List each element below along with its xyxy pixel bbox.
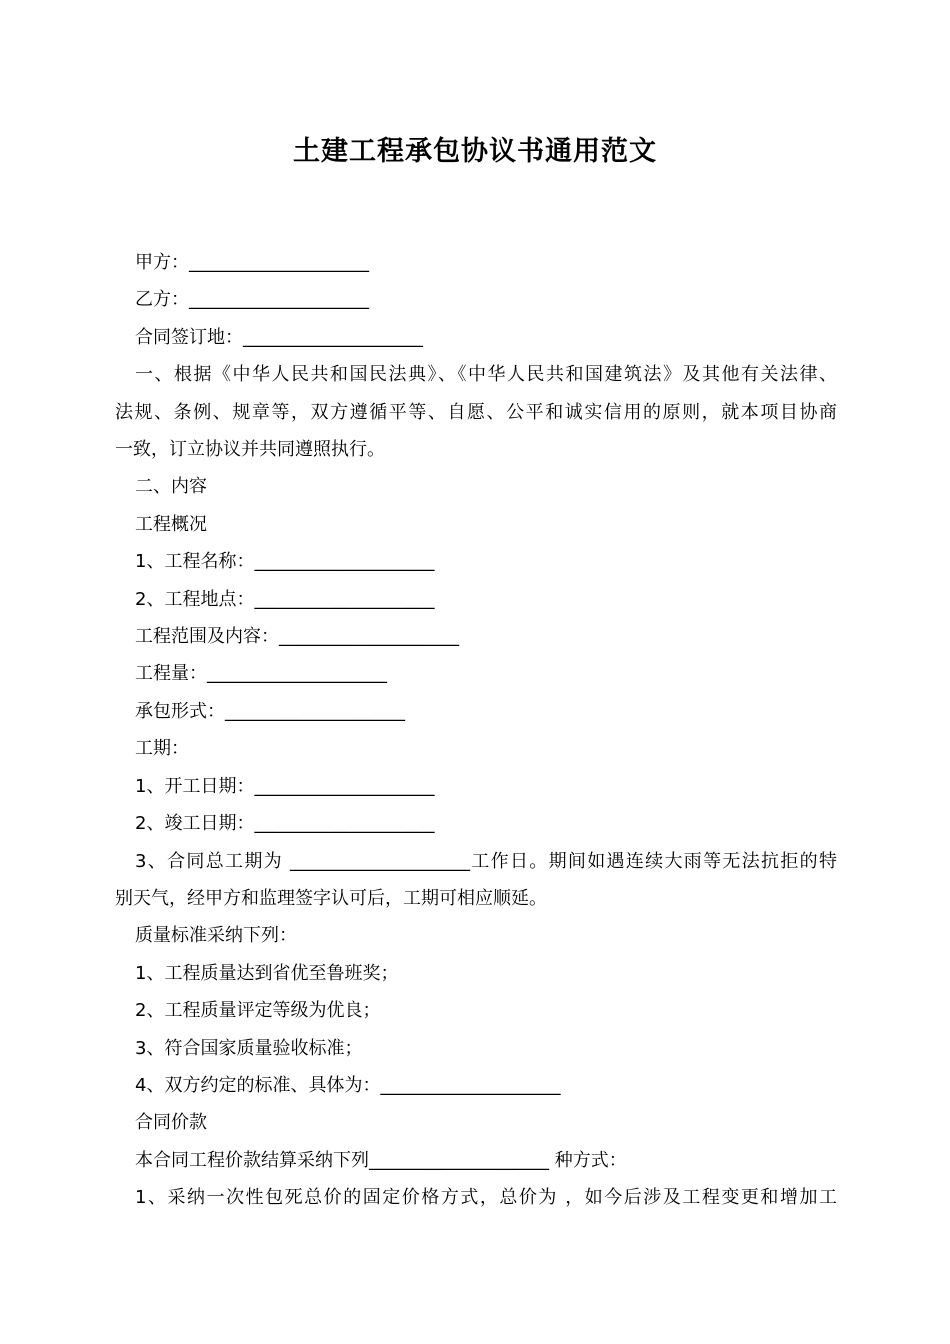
end-date-label: 2、竣工日期： [135,813,255,835]
project-name-label: 1、工程名称： [135,551,255,573]
contract-form-label: 承包形式： [135,700,225,722]
total-duration-blank: ____________________ [290,850,471,872]
document-body [115,244,837,1217]
total-duration-suffix: 工作日。期间如遇连续大雨等无法抗拒的特 [470,850,837,872]
signing-place-line [115,319,837,356]
price-method-blank: ____________________ [369,1149,549,1171]
quantity-blank: ____________________ [207,663,387,685]
quality-item-3: 3、符合国家质量验收标准； [135,1037,363,1059]
section-2-heading: 二、内容 [135,476,207,498]
paragraph-1-line-2: 法规、条例、规章等，双方遵循平等、自愿、公平和诚实信用的原则，就本项目协商 [115,401,837,423]
price-method-prefix: 本合同工程价款结算采纳下列 [135,1149,369,1171]
project-overview-heading: 工程概况 [135,513,207,535]
total-duration-line-2: 别天气，经甲方和监理签字认可后，工期可相应顺延。 [115,887,547,909]
contract-price-heading: 合同价款 [135,1112,207,1134]
party-b-line [115,281,837,318]
quality-standard-heading: 质量标准采纳下列： [135,925,297,947]
party-b-blank: ____________________ [189,289,369,311]
party-a-line [115,244,837,281]
project-scope-label: 工程范围及内容： [135,626,279,648]
price-method-line [115,1142,837,1179]
end-date-blank: ____________________ [254,813,435,835]
party-a-blank: ____________________ [189,252,369,273]
quality-item-4-label: 4、双方约定的标准、具体为： [135,1074,381,1096]
contract-form-line [115,693,837,730]
start-date-blank: ____________________ [254,775,435,797]
price-method-suffix: 种方式： [549,1149,627,1171]
signing-place-label: 合同签订地： [135,326,243,348]
project-location-blank: ____________________ [254,588,435,610]
total-duration-prefix: 3、合同总工期为 [135,850,291,872]
project-scope-line [115,618,837,655]
project-location-label: 2、工程地点： [135,588,255,610]
end-date-line [115,805,837,842]
quantity-line [115,655,837,692]
quality-item-4-blank: ____________________ [380,1074,561,1096]
project-name-blank: ____________________ [254,551,435,573]
quality-item-4-line [115,1067,837,1104]
project-name-line [115,543,837,580]
start-date-label: 1、开工日期： [135,775,255,797]
contract-form-blank: ____________________ [225,700,405,722]
signing-place-blank: ____________________ [243,326,423,348]
party-a-label: 甲方： [135,252,189,273]
paragraph-1-line-3: 一致，订立协议并共同遵照执行。 [115,439,385,461]
start-date-line [115,768,837,805]
document-title: 土建工程承包协议书通用范文 [293,136,657,167]
quantity-label: 工程量： [135,663,207,685]
duration-heading: 工期： [135,738,189,760]
project-location-line [115,581,837,618]
total-duration-line-1 [115,843,837,880]
project-scope-blank: ____________________ [279,626,459,648]
price-item-1: 1、采纳一次性包死总价的固定价格方式，总价为 ，如今后涉及工程变更和增加工 [135,1187,837,1209]
quality-item-1: 1、工程质量达到省优至鲁班奖； [135,962,399,984]
quality-item-2: 2、工程质量评定等级为优良； [135,1000,381,1022]
party-b-label: 乙方： [135,289,189,311]
paragraph-1-line-1: 一、根据《中华人民共和国民法典》、《中华人民共和国建筑法》及其他有关法律、 [135,364,837,386]
